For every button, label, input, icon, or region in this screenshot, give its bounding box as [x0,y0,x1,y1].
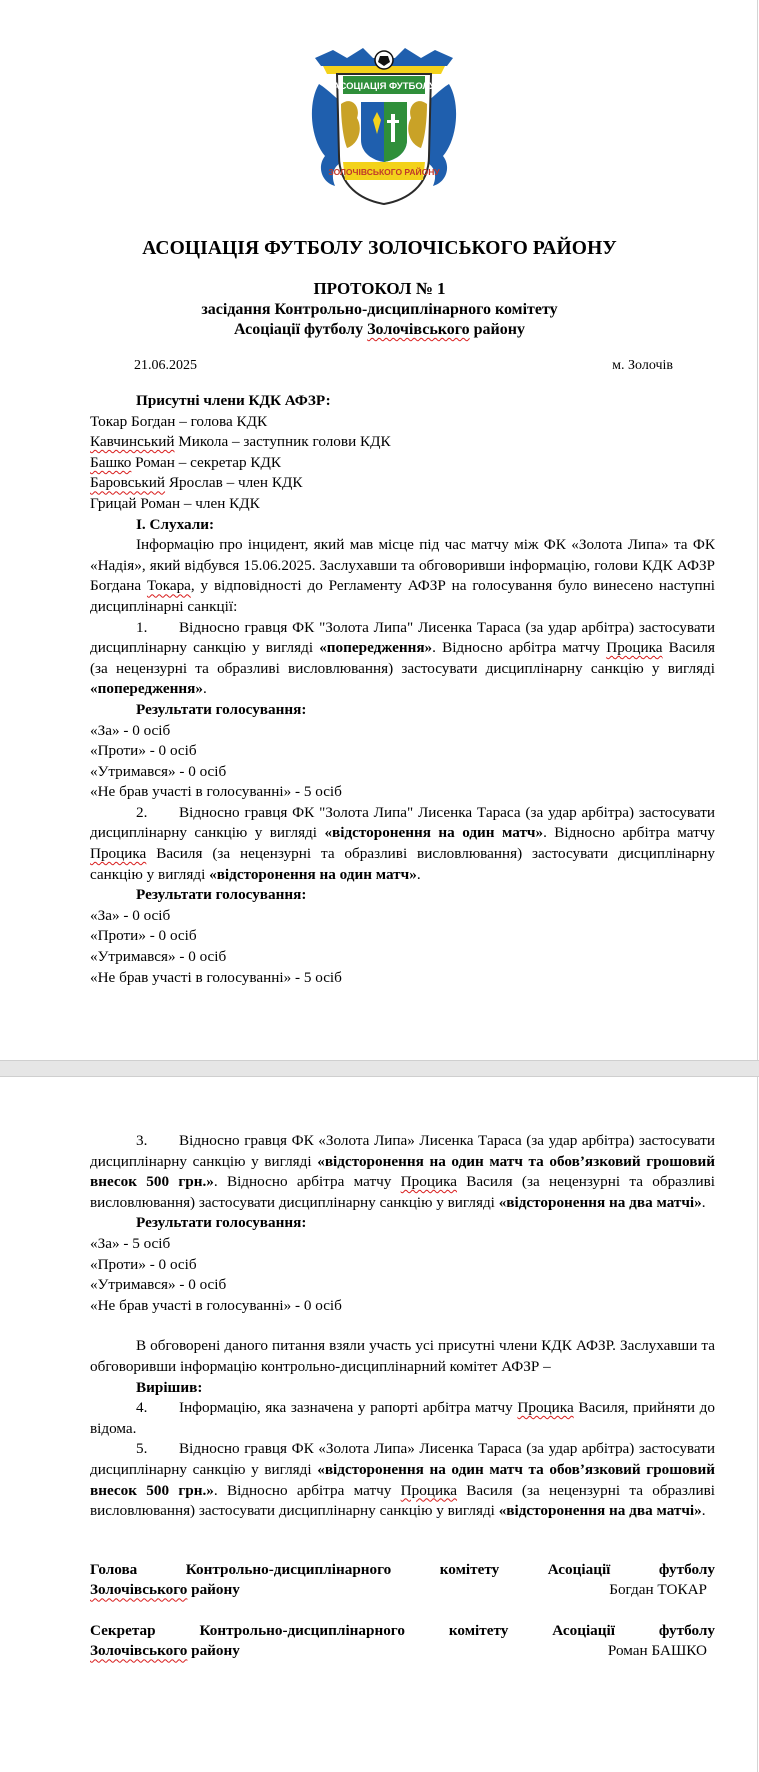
secretary-title-line: Секретар Контрольно-дисциплінарного комітету Асоціації футболу [90,1621,715,1639]
association-logo [307,44,461,206]
votes-1-for: «За» - 0 осіб [90,721,171,739]
item-4: 4. Інформацію, яка зазначена у рапорті арбітра матчу Процика Василя, прийняти до відома. [90,1399,715,1437]
heard-paragraph: Інформацію про інцидент, який мав місце під час матчу між ФК «Золота Липа» та ФК «Надія», який відбувся 15.06.2025. Заслухавши та обговоривши інформацію, голови КДК АФЗР Богдана Токара, у відповідності до Регламенту АФЗР на голосування було винесено наступні дисциплінарні санкції: [90,536,715,615]
votes-1-not-voted: «Не брав участі в голосуванні» - 5 осіб [90,783,342,801]
votes-3-for: «За» - 5 осіб [90,1234,171,1252]
page-1-body [90,391,715,988]
page-2-body [90,1131,715,1662]
protocol-city: м. Золочів [612,358,673,373]
votes-3-not-voted: «Не брав участі в голосуванні» - 0 осіб [90,1296,342,1314]
chair-title-line: Голова Контрольно-дисциплінарного комітету Асоціації футболу [90,1560,715,1578]
votes-3-heading: Результати голосування: [136,1214,307,1232]
page-separator [0,1060,759,1077]
chair-name: Богдан ТОКАР [609,1581,707,1599]
member-4: Баровський Ярослав – член КДК [90,474,303,492]
logo-bottom-text: ЗОЛОЧІВСЬКОГО РАЙОНУ [328,167,440,177]
member-2: Кавчинський Микола – заступник голови КДК [90,433,391,451]
protocol-date: 21.06.2025 [134,358,197,373]
member-1: Токар Богдан – голова КДК [90,412,268,430]
logo-top-text: АСОЦІАЦІЯ ФУТБОЛУ [332,81,436,92]
chair-title-line-2: Золочівського району [90,1581,240,1599]
votes-2-against: «Проти» - 0 осіб [90,927,197,945]
votes-2-not-voted: «Не брав участі в голосуванні» - 5 осіб [90,968,342,986]
votes-2-for: «За» - 0 осіб [90,906,171,924]
protocol-subtitle-1: засідання Контрольно-дисциплінарного комітету [201,300,558,318]
votes-1-against: «Проти» - 0 осіб [90,742,197,760]
votes-2-heading: Результати голосування: [136,886,307,904]
secretary-title-line-2: Золочівського району [90,1642,240,1660]
protocol-heading [0,279,759,341]
protocol-subtitle-2: Асоціації футболу Золочівського району [233,321,525,338]
discussion-paragraph: В обговорені даного питання взяли участь усі присутні члени КДК АФЗР. Заслухавши та обговоривши інформацію контрольно-дисциплінарний комітет АФЗР – [90,1337,715,1375]
protocol-number: ПРОТОКОЛ № 1 [313,279,446,298]
heard-heading: I. Слухали: [136,515,215,533]
item-1: 1. Відносно гравця ФК "Золота Липа" Лисенка Тараса (за удар арбітра) застосувати дисциплінарну санкцію у вигляді «попередження». Відносно арбітра матчу Процика Василя (за нецензурні та образливі висловлювання) застосувати дисциплінарну санкцію у вигляді «попередження». [90,618,715,698]
votes-3-abstained: «Утримався» - 0 осіб [90,1276,227,1294]
secretary-name: Роман БАШКО [607,1642,707,1660]
decided-heading: Вирішив: [136,1378,203,1396]
votes-1-heading: Результати голосування: [136,700,307,718]
member-5: Грицай Роман – член КДК [90,494,260,512]
votes-2-abstained: «Утримався» - 0 осіб [90,948,227,966]
votes-3-against: «Проти» - 0 осіб [90,1255,197,1273]
organization-title: АСОЦІАЦІЯ ФУТБОЛУ ЗОЛОЧІСЬКОГО РАЙОНУ [142,238,617,259]
item-2: 2. Відносно гравця ФК "Золота Липа" Лисенка Тараса (за удар арбітра) застосувати дисциплінарну санкцію у вигляді «відсторонення на один матч». Відносно арбітра матчу Процика Василя (за нецензурні та образливі висловлювання) застосувати дисциплінарну санкцію у вигляді «відсторонення на один матч». [90,803,715,883]
chair-signature-block [90,1560,715,1601]
member-3: Башко Роман – секретар КДК [90,453,282,471]
secretary-signature-block [90,1621,715,1662]
item-5: 5. Відносно гравця ФК «Золота Липа» Лисенка Тараса (за удар арбітра) застосувати дисциплінарну санкцію у вигляді «відсторонення на один матч та обов’язковий грошовий внесок 500 грн.». Відносно арбітра матчу Процика Василя (за нецензурні та образливі висловлювання) застосувати дисциплінарну санкцію у вигляді «відсторонення на два матчі». [90,1440,716,1520]
document-page-2 [0,1077,758,1772]
item-3: 3. Відносно гравця ФК «Золота Липа» Лисенка Тараса (за удар арбітра) застосувати дисциплінарну санкцію у вигляді «відсторонення на один матч та обов’язковий грошовий внесок 500 грн.». Відносно арбітра матчу Процика Василя (за нецензурні та образливі висловлювання) застосувати дисциплінарну санкцію у вигляді «відсторонення на два матчі». [90,1132,716,1211]
present-heading: Присутні члени КДК АФЗР: [136,392,331,409]
votes-1-abstained: «Утримався» - 0 осіб [90,762,227,780]
